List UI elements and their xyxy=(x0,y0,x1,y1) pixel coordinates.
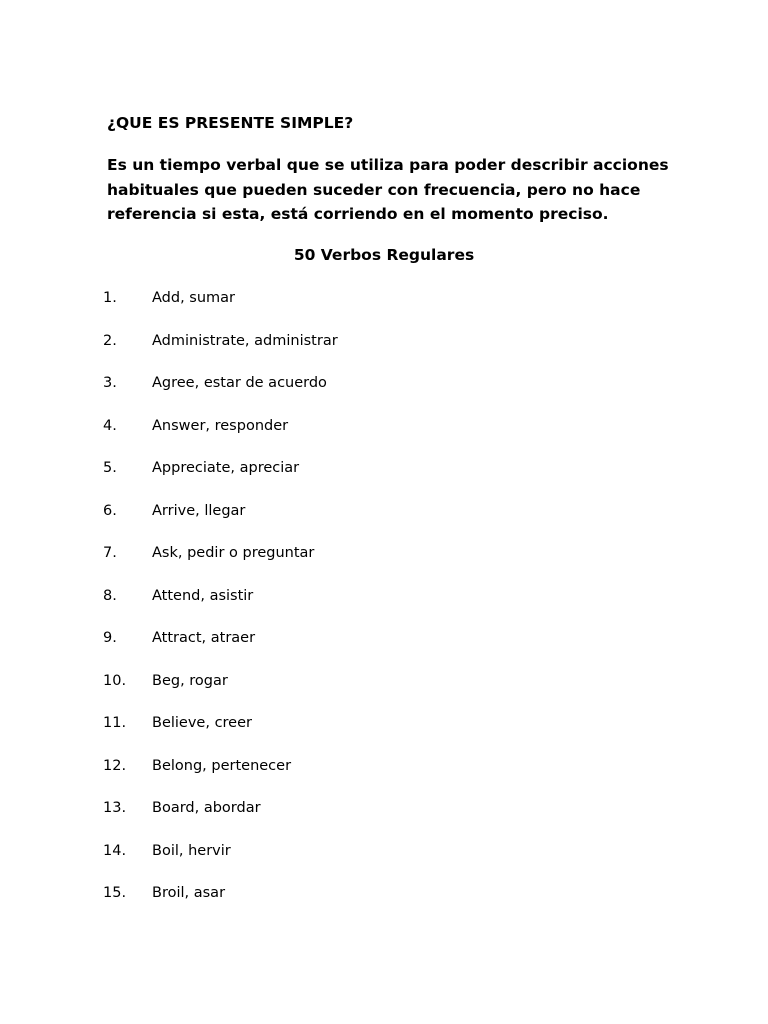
list-item xyxy=(103,671,663,714)
list-item xyxy=(103,628,663,671)
item-text: Attract, atraer xyxy=(152,630,256,646)
page-heading: ¿QUE ES PRESENTE SIMPLE? xyxy=(107,114,354,132)
intro-line: Es un tiempo verbal que se utiliza para poder describir acciones xyxy=(107,156,669,174)
item-text: Ask, pedir o preguntar xyxy=(152,545,315,561)
item-number: 13. xyxy=(103,800,127,816)
list-item xyxy=(103,756,663,799)
item-text: Broil, asar xyxy=(152,885,226,901)
list-item xyxy=(103,798,663,841)
item-text: Appreciate, apreciar xyxy=(152,460,300,476)
list-item xyxy=(103,331,663,374)
item-number: 5. xyxy=(103,460,117,476)
list-item xyxy=(103,841,663,884)
item-number: 4. xyxy=(103,417,117,434)
item-text: Boil, hervir xyxy=(152,842,231,859)
item-text: Agree, estar de acuerdo xyxy=(152,375,327,391)
list-item xyxy=(103,288,663,331)
verb-list xyxy=(103,288,663,926)
item-text: Arrive, llegar xyxy=(152,502,246,519)
item-number: 3. xyxy=(103,375,117,391)
item-number: 8. xyxy=(103,587,117,604)
item-text: Board, abordar xyxy=(152,800,261,816)
list-item xyxy=(103,458,663,501)
item-number: 11. xyxy=(103,715,127,731)
item-number: 15. xyxy=(103,885,127,901)
item-text: Believe, creer xyxy=(152,715,252,731)
item-text: Belong, pertenecer xyxy=(152,757,292,774)
item-number: 9. xyxy=(103,630,117,646)
list-item xyxy=(103,416,663,459)
list-item xyxy=(103,543,663,586)
item-number: 14. xyxy=(103,842,127,859)
item-number: 7. xyxy=(103,545,117,561)
intro-paragraph xyxy=(107,153,667,227)
item-text: Answer, responder xyxy=(152,417,289,434)
list-item xyxy=(103,501,663,544)
item-number: 10. xyxy=(103,672,127,689)
list-item xyxy=(103,373,663,416)
item-number: 1. xyxy=(103,290,117,306)
item-number: 2. xyxy=(103,332,117,349)
intro-line: referencia si esta, está corriendo en el momento preciso. xyxy=(107,205,609,223)
item-number: 12. xyxy=(103,757,127,774)
list-item xyxy=(103,713,663,756)
item-text: Attend, asistir xyxy=(152,587,254,604)
list-title: 50 Verbos Regulares xyxy=(293,246,475,264)
item-text: Administrate, administrar xyxy=(152,332,338,349)
list-item xyxy=(103,586,663,629)
item-text: Beg, rogar xyxy=(152,672,228,689)
item-text: Add, sumar xyxy=(152,290,236,306)
intro-line: habituales que pueden suceder con frecuencia, pero no hace xyxy=(107,180,641,199)
item-number: 6. xyxy=(103,502,117,519)
list-item xyxy=(103,883,663,926)
